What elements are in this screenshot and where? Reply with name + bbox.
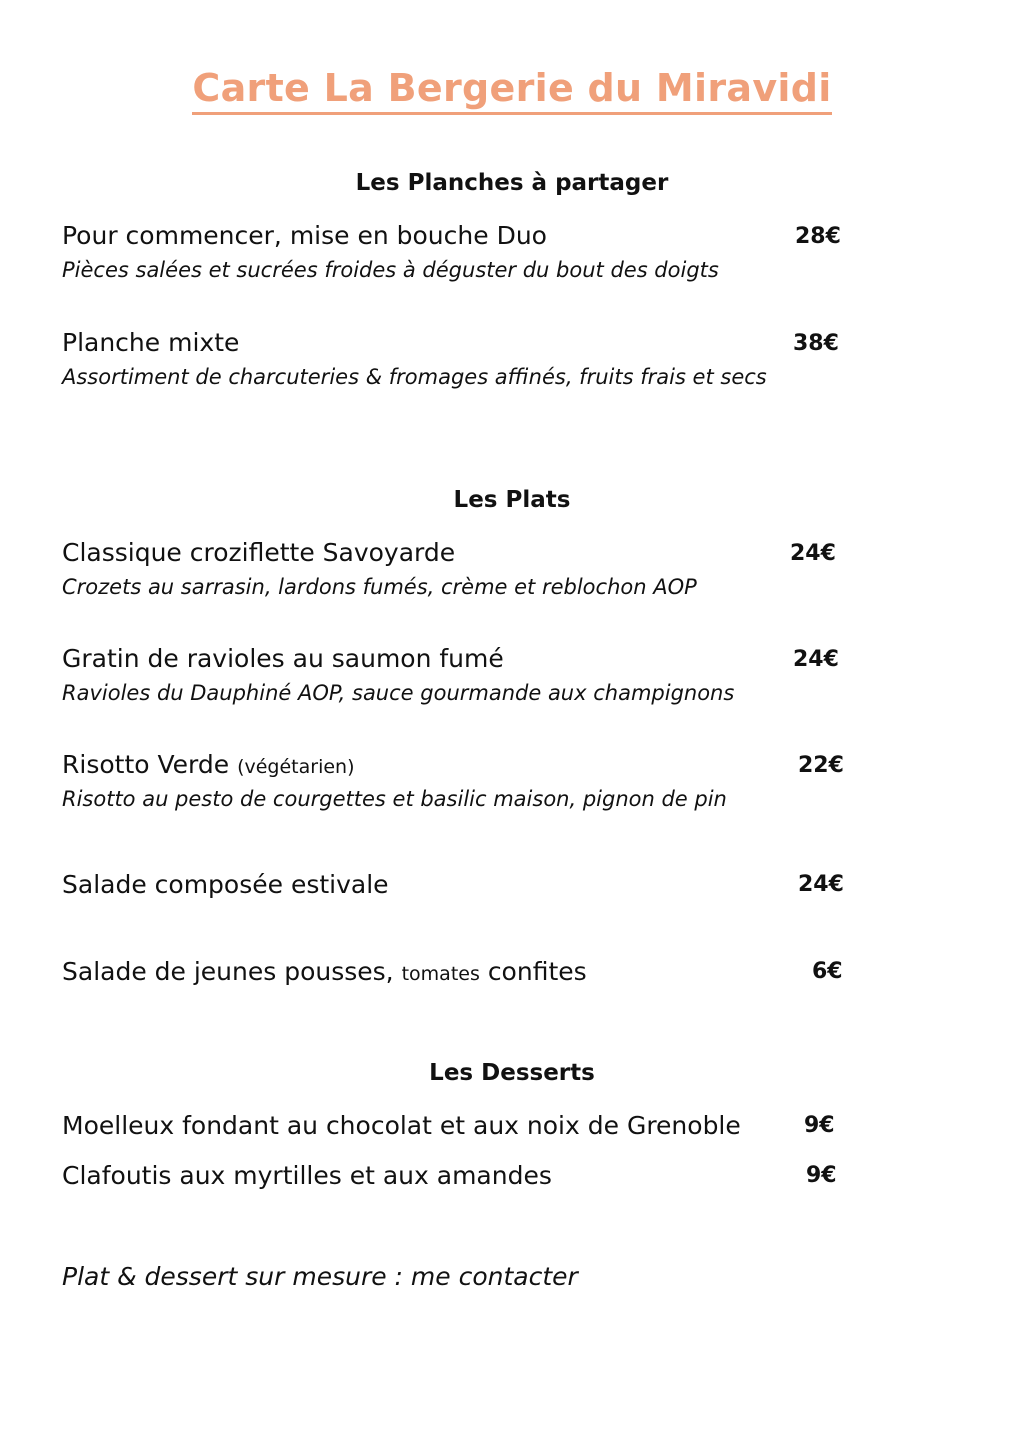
menu-item-name: Planche mixte: [62, 328, 240, 357]
menu-item-price: 6€: [812, 959, 843, 984]
menu-item-price: 22€: [798, 753, 844, 778]
menu-item-name: [62, 749, 355, 783]
menu-item-price: 24€: [793, 647, 839, 672]
menu-item-price: 24€: [798, 872, 844, 897]
menu-title-text: Carte La Bergerie du Miravidi: [192, 66, 831, 115]
menu-item-price: 38€: [793, 331, 839, 356]
section-heading-planches: Les Planches à partager: [355, 170, 669, 196]
menu-item-price: 28€: [795, 224, 841, 249]
menu-item-price: 9€: [806, 1163, 837, 1188]
menu-item-description: Assortiment de charcuteries & fromages affinés, fruits frais et secs: [62, 365, 767, 389]
menu-item-note: tomates: [401, 963, 480, 985]
menu-item-name: Pour commencer, mise en bouche Duo: [62, 221, 547, 250]
menu-item-name-suffix: confites: [487, 957, 587, 986]
menu-item-name: [62, 956, 587, 990]
menu-item-description: Crozets au sarrasin, lardons fumés, crème et reblochon AOP: [62, 575, 697, 599]
section-heading-desserts: Les Desserts: [429, 1060, 595, 1086]
menu-item-note: (végétarien): [237, 756, 355, 778]
menu-item-name: Moelleux fondant au chocolat et aux noix de Grenoble: [62, 1111, 741, 1140]
menu-item-name: Classique croziflette Savoyarde: [62, 538, 456, 567]
custom-order-note: Plat & dessert sur mesure : me contacter: [62, 1262, 578, 1291]
menu-title: [0, 66, 1024, 110]
menu-item-name-text: Risotto Verde: [62, 750, 230, 779]
menu-item-price: 24€: [790, 541, 836, 566]
menu-item-name: Gratin de ravioles au saumon fumé: [62, 644, 504, 673]
menu-item-description: Risotto au pesto de courgettes et basilic maison, pignon de pin: [62, 787, 727, 811]
menu-item-name: Clafoutis aux myrtilles et aux amandes: [62, 1161, 552, 1190]
menu-item-name-text: Salade de jeunes pousses,: [62, 957, 394, 986]
menu-item-description: Pièces salées et sucrées froides à déguster du bout des doigts: [62, 258, 719, 282]
menu-item-name: Salade composée estivale: [62, 870, 389, 899]
menu-item-description: Ravioles du Dauphiné AOP, sauce gourmande aux champignons: [62, 681, 735, 705]
section-heading-plats: Les Plats: [453, 487, 571, 513]
menu-item-price: 9€: [804, 1113, 835, 1138]
